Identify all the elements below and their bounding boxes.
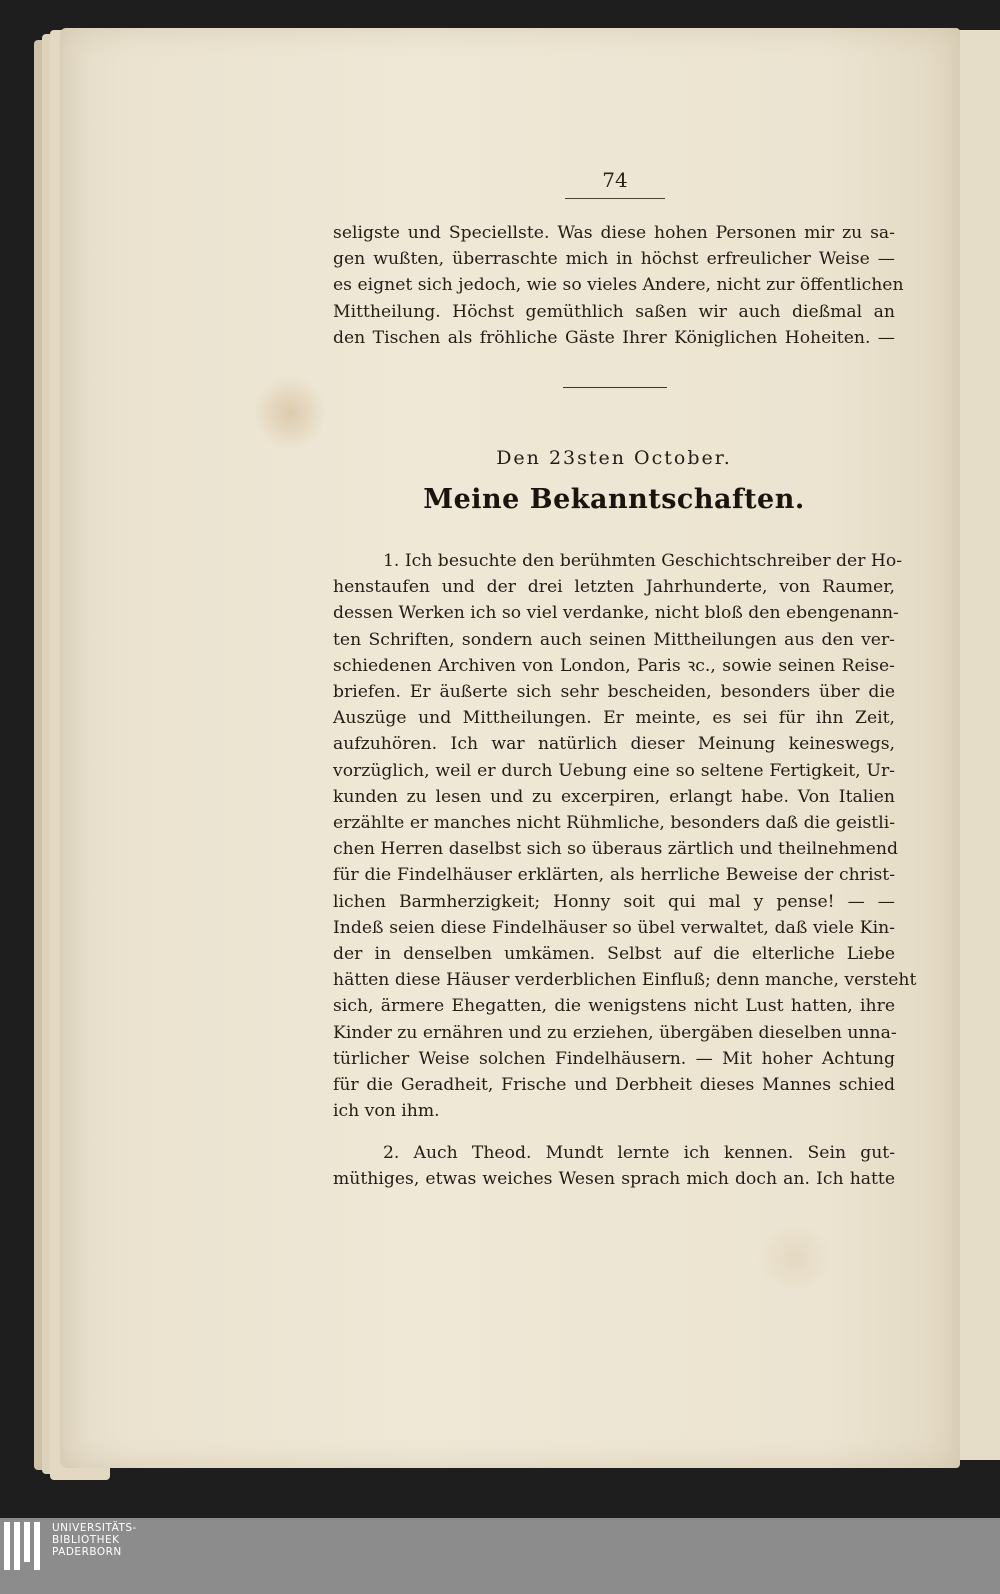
text-line: türlicher Weise solchen Findelhäusern. — Mit hoher Achtung [333, 1048, 895, 1069]
section-title: Meine Bekanntschaften. [423, 484, 805, 515]
text-line: Kinder zu ernähren und zu erziehen, übergäben dieselben unna- [333, 1022, 897, 1043]
text-line: den Tischen als fröhliche Gäste Ihrer Königlichen Hoheiten. — [333, 327, 895, 348]
page-number-rule [565, 198, 665, 199]
text-line: kunden zu lesen und zu excerpiren, erlangt habe. Von Italien [333, 786, 895, 807]
page-number: 74 [602, 168, 628, 192]
logo-line: PADERBORN [52, 1546, 122, 1558]
text-line: schiedenen Archiven von London, Paris ꝛc., sowie seinen Reise- [333, 655, 895, 676]
text-line: ten Schriften, sondern auch seinen Mittheilungen aus den ver- [333, 629, 895, 650]
text-line: hätten diese Häuser verderblichen Einfluß; denn manche, versteht [333, 970, 917, 991]
section-divider [563, 387, 667, 388]
text-line: vorzüglich, weil er durch Uebung eine so seltene Fertigkeit, Ur- [333, 760, 895, 781]
text-line: briefen. Er äußerte sich sehr bescheiden, besonders über die [333, 682, 895, 703]
text-line: sich, ärmere Ehegatten, die wenigstens nicht Lust hatten, ihre [333, 996, 895, 1017]
library-footer-bar [0, 1518, 1000, 1594]
text-line: chen Herren daselbst sich so überaus zärtlich und theilnehmend [333, 839, 898, 860]
text-line: lichen Barmherzigkeit; Honny soit qui mal y pense! — — [333, 891, 895, 912]
text-line: es eignet sich jedoch, wie so vieles Andere, nicht zur öffentlichen [333, 275, 904, 296]
facing-page-edge [955, 30, 1000, 1460]
logo-line: BIBLIOTHEK [52, 1534, 120, 1546]
paragraph-2 [333, 1140, 895, 1192]
paragraph-1 [333, 548, 917, 1124]
paper-stain [255, 373, 325, 453]
text-line: Auszüge und Mittheilungen. Er meinte, es sei für ihn Zeit, [333, 708, 895, 729]
text-line: gen wußten, überraschte mich in höchst erfreulicher Weise — [333, 249, 895, 270]
paper-stain [750, 1228, 840, 1288]
text-line: für die Geradheit, Frische und Derbheit dieses Mannes schied [333, 1075, 895, 1096]
text-line: müthiges, etwas weiches Wesen sprach mich doch an. Ich hatte [333, 1169, 895, 1190]
text-line: Indeß seien diese Findelhäuser so übel verwaltet, daß viele Kin- [333, 917, 895, 938]
text-line: für die Findelhäuser erklärten, als herrliche Beweise der christ- [333, 865, 895, 886]
text-line: aufzuhören. Ich war natürlich dieser Meinung keineswegs, [333, 734, 895, 755]
text-line: henstaufen und der drei letzten Jahrhunderte, von Raumer, [333, 577, 895, 598]
date-heading: Den 23sten October. [496, 447, 732, 469]
text-line: Mittheilung. Höchst gemüthlich saßen wir auch dießmal an [333, 301, 895, 322]
text-line: erzählte er manches nicht Rühmliche, besonders daß die geistli- [333, 813, 895, 834]
text-line: seligste und Speciellste. Was diese hohen Personen mir zu sa- [333, 223, 895, 243]
library-logo-icon [4, 1522, 48, 1570]
text-line: dessen Werken ich so viel verdanke, nicht bloß den ebengenann- [333, 603, 899, 624]
paragraph-continued [333, 220, 904, 351]
library-logo-text [52, 1522, 137, 1558]
text-line: der in denselben umkämen. Selbst auf die elterliche Liebe [333, 944, 895, 965]
logo-line: UNIVERSITÄTS- [52, 1522, 137, 1534]
text-line: 1. Ich besuchte den berühmten Geschichtschreiber der Ho- [383, 551, 903, 571]
text-line: 2. Auch Theod. Mundt lernte ich kennen. Sein gut- [383, 1143, 895, 1163]
text-line: ich von ihm. [333, 1101, 440, 1122]
